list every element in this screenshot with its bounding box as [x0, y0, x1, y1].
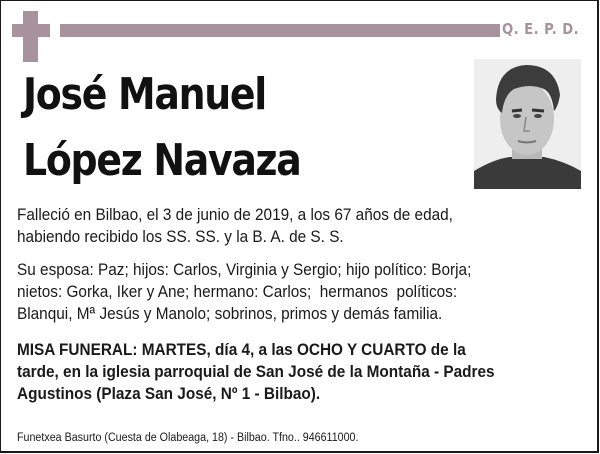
family-list — [17, 259, 587, 325]
deceased-photo — [474, 59, 581, 189]
text-line: habiendo recibido los SS. SS. y la B. A. de S. S. — [17, 228, 344, 246]
text-line: Su esposa: Paz; hijos: Carlos, Virginia y Sergio; hijo político: Borja; — [17, 261, 472, 279]
header-rule — [60, 24, 500, 37]
text-line: MISA FUNERAL: MARTES, día 4, a las OCHO Y CUARTO de la — [17, 341, 466, 359]
portrait-image — [474, 59, 581, 189]
cross-icon-arm — [12, 24, 50, 37]
text-line: nietos: Gorka, Iker y Ane; hermano: Carlos; hermanos políticos: — [17, 283, 458, 301]
funeral-mass-info — [17, 339, 587, 405]
funeral-home-info: Funetxea Basurto (Cuesta de Olabeaga, 18) - Bilbao. Tfno.. 946611000. — [17, 432, 359, 444]
deceased-surname: López Navaza — [23, 135, 301, 186]
text-line: Agustinos (Plaza San José, Nº 1 - Bilbao). — [17, 385, 321, 403]
qepd-label: Q. E. P. D. — [502, 20, 580, 38]
death-notice — [17, 204, 587, 248]
text-line: Falleció en Bilbao, el 3 de junio de 2019, a los 67 años de edad, — [17, 206, 453, 224]
text-line: tarde, en la iglesia parroquial de San José de la Montaña - Padres — [17, 363, 495, 381]
text-line: Blanqui, Mª Jesús y Manolo; sobrinos, primos y demás familia. — [17, 305, 443, 323]
deceased-first-name: José Manuel — [23, 69, 266, 120]
